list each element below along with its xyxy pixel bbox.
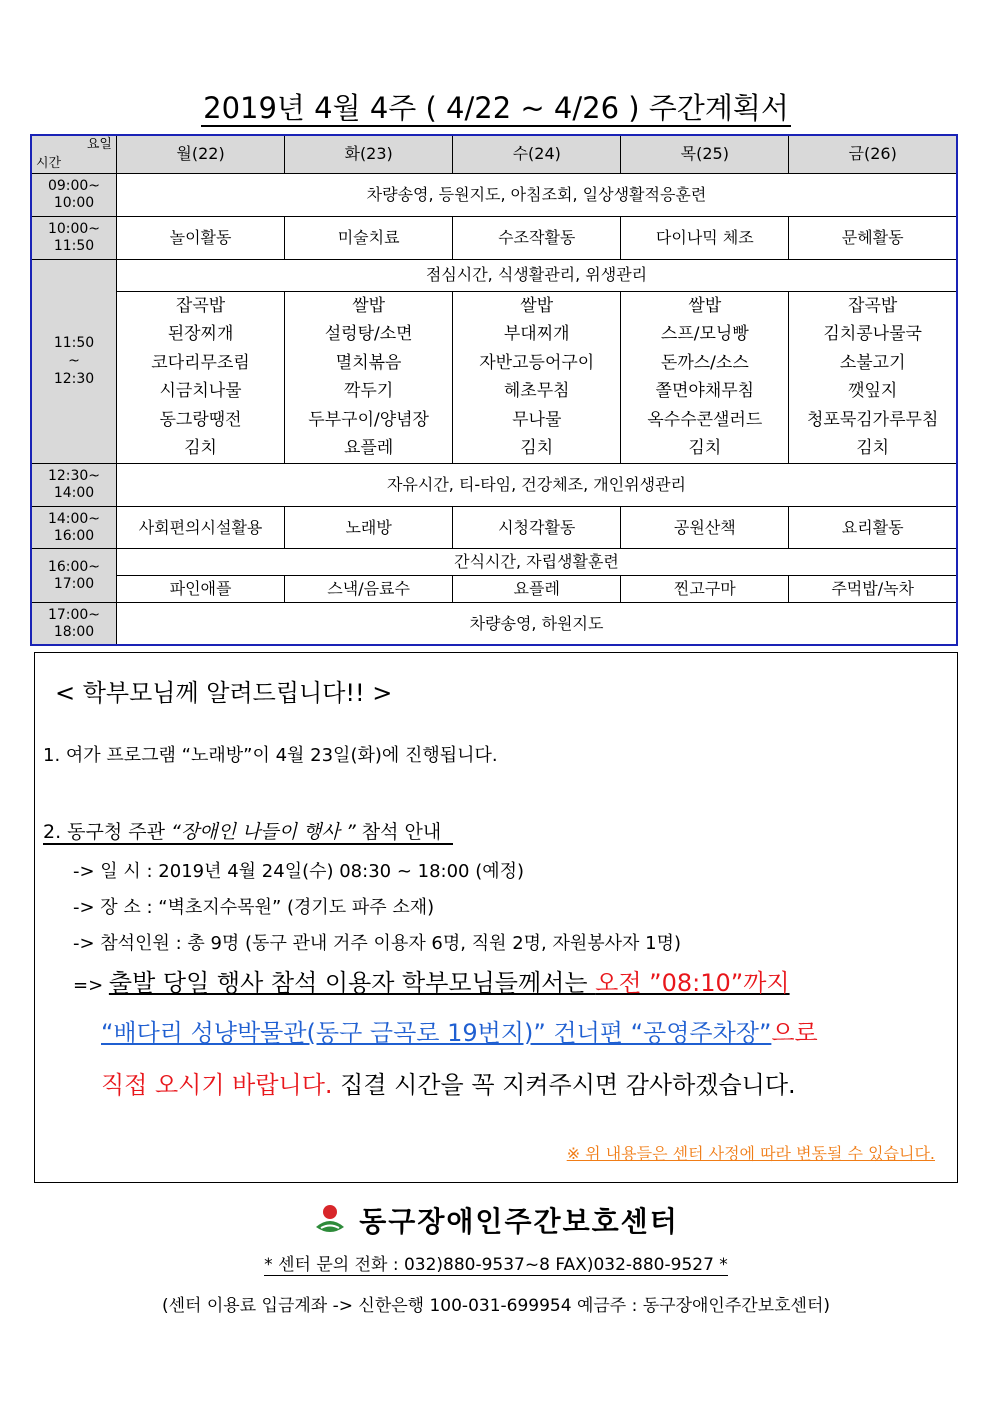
snack-cell: 스낵/음료수	[285, 576, 453, 603]
table-row	[31, 216, 957, 259]
notice-box	[34, 652, 958, 1183]
table-row	[31, 173, 957, 216]
time-cell: 12:30~ 14:00	[31, 464, 117, 507]
time-cell: 10:00~ 11:50	[31, 216, 117, 259]
time-cell: 17:00~ 18:00	[31, 603, 117, 645]
big1-body: 출발 당일 행사 참석 이용자 학부모님들께서는	[108, 969, 596, 997]
day-header: 월(22)	[117, 135, 285, 173]
table-row	[31, 464, 957, 507]
notice-footnote: ※ 위 내용들은 센터 사정에 따라 변동될 수 있습니다.	[566, 1144, 935, 1163]
notice-big-line-3	[101, 1065, 796, 1100]
corner-time-label: 시간	[36, 155, 62, 171]
org-brand	[313, 1200, 679, 1240]
activity-cell: 차량송영, 등원지도, 아침조회, 일상생활적응훈련	[117, 173, 958, 216]
item2-prefix: 2. 동구청 주관	[43, 821, 172, 843]
big3-body: 집결 시간을 꼭 지켜주시면 감사하겠습니다.	[332, 1071, 796, 1099]
contact-text: * 센터 문의 전화 : 032)880-9537~8 FAX)032-880-9527 *	[264, 1255, 728, 1275]
big1-text	[109, 969, 790, 997]
notice-people-line: -> 참석인원 : 총 9명 (동구 관내 거주 이용자 6명, 직원 2명, 자원봉사자 1명)	[73, 933, 682, 954]
activity-cell: 사회편의시설활용	[117, 507, 285, 549]
activity-cell: 차량송영, 하원지도	[117, 603, 958, 645]
time-cell: 14:00~ 16:00	[31, 507, 117, 549]
activity-cell: 요리활동	[789, 507, 957, 549]
big2-suffix: 으로	[771, 1019, 818, 1047]
big2-place: “배다리 성냥박물관(동구 금곡로 19번지)” 건너편 “공영주차장”	[101, 1019, 772, 1047]
menu-cell: 쌀밥 부대찌개 자반고등어구이 헤초무침 무나물 김치	[453, 291, 621, 463]
menu-cell: 쌀밥 설렁탕/소면 멸치볶음 깍두기 두부구이/양념장 요플레	[285, 291, 453, 463]
corner-day-label: 요일	[86, 137, 112, 152]
activity-cell: 공원산책	[621, 507, 789, 549]
notice-place-line: -> 장 소 : “벽초지수목원” (경기도 파주 소재)	[73, 897, 435, 918]
notice-item-1: 1. 여가 프로그램 “노래방”이 4월 23일(화)에 진행됩니다.	[43, 745, 498, 766]
big1-time: 오전 ”08:10”까지	[595, 969, 790, 997]
org-name: 동구장애인주간보호센터	[359, 1205, 679, 1238]
notice-date-line: -> 일 시 : 2019년 4월 24일(수) 08:30 ~ 18:00 (예정)	[73, 861, 525, 882]
day-header: 화(23)	[285, 135, 453, 173]
day-header: 금(26)	[789, 135, 957, 173]
day-header: 목(25)	[621, 135, 789, 173]
time-cell: 16:00~ 17:00	[31, 549, 117, 603]
notice-item-2	[43, 817, 453, 844]
activity-cell: 노래방	[285, 507, 453, 549]
snack-header-cell: 간식시간, 자립생활훈련	[117, 549, 958, 576]
menu-cell: 쌀밥 스프/모닝빵 돈까스/소스 쫄면야채무침 옥수수콘샐러드 김치	[621, 291, 789, 463]
day-header: 수(24)	[453, 135, 621, 173]
schedule-table	[30, 134, 958, 646]
time-cell: 09:00~ 10:00	[31, 173, 117, 216]
item2-suffix: 참석 안내	[355, 821, 442, 843]
notice-title: < 학부모님께 알려드립니다!! >	[55, 679, 393, 707]
account-line: (센터 이용료 입금계좌 -> 신한은행 100-031-699954 예금주 : 동구장애인주간보호센터)	[161, 1296, 831, 1316]
snack-cell: 파인애플	[117, 576, 285, 603]
activity-cell: 문헤활동	[789, 216, 957, 259]
page-title: 2019년 4월 4주 ( 4/22 ~ 4/26 ) 주간계획서	[203, 91, 789, 125]
table-row	[31, 549, 957, 576]
contact-line	[0, 1250, 992, 1275]
notice-big-line-2	[101, 1013, 818, 1048]
table-row	[31, 576, 957, 603]
snack-cell: 요플레	[453, 576, 621, 603]
table-header-row	[31, 135, 957, 173]
time-cell: 11:50 ~ 12:30	[31, 259, 117, 463]
activity-cell: 시청각활동	[453, 507, 621, 549]
lunch-header-cell: 점심시간, 식생활관리, 위생관리	[117, 259, 958, 291]
item2-italic: “장애인 나들이 행사 ”	[171, 821, 356, 843]
big1-arrow: =>	[73, 975, 109, 996]
activity-cell: 미술치료	[285, 216, 453, 259]
table-row	[31, 291, 957, 463]
snack-cell: 주먹밥/녹차	[789, 576, 957, 603]
snack-cell: 찐고구마	[621, 576, 789, 603]
activity-cell: 자유시간, 티-타임, 건강체조, 개인위생관리	[117, 464, 958, 507]
activity-cell: 수조작활동	[453, 216, 621, 259]
corner-cell	[31, 135, 117, 173]
big3-red: 직접 오시기 바랍니다.	[101, 1071, 333, 1099]
activity-cell: 다이나믹 체조	[621, 216, 789, 259]
menu-cell: 잡곡밥 김치콩나물국 소불고기 깻잎지 청포묵김가루무침 김치	[789, 291, 957, 463]
menu-cell: 잡곡밥 된장찌개 코다리무조림 시금치나물 동그랑땡전 김치	[117, 291, 285, 463]
table-row	[31, 603, 957, 645]
table-row	[31, 259, 957, 291]
activity-cell: 놀이활동	[117, 216, 285, 259]
org-row	[0, 1200, 992, 1240]
center-logo-icon	[313, 1203, 347, 1237]
notice-big-line-1	[73, 963, 790, 998]
table-row	[31, 507, 957, 549]
